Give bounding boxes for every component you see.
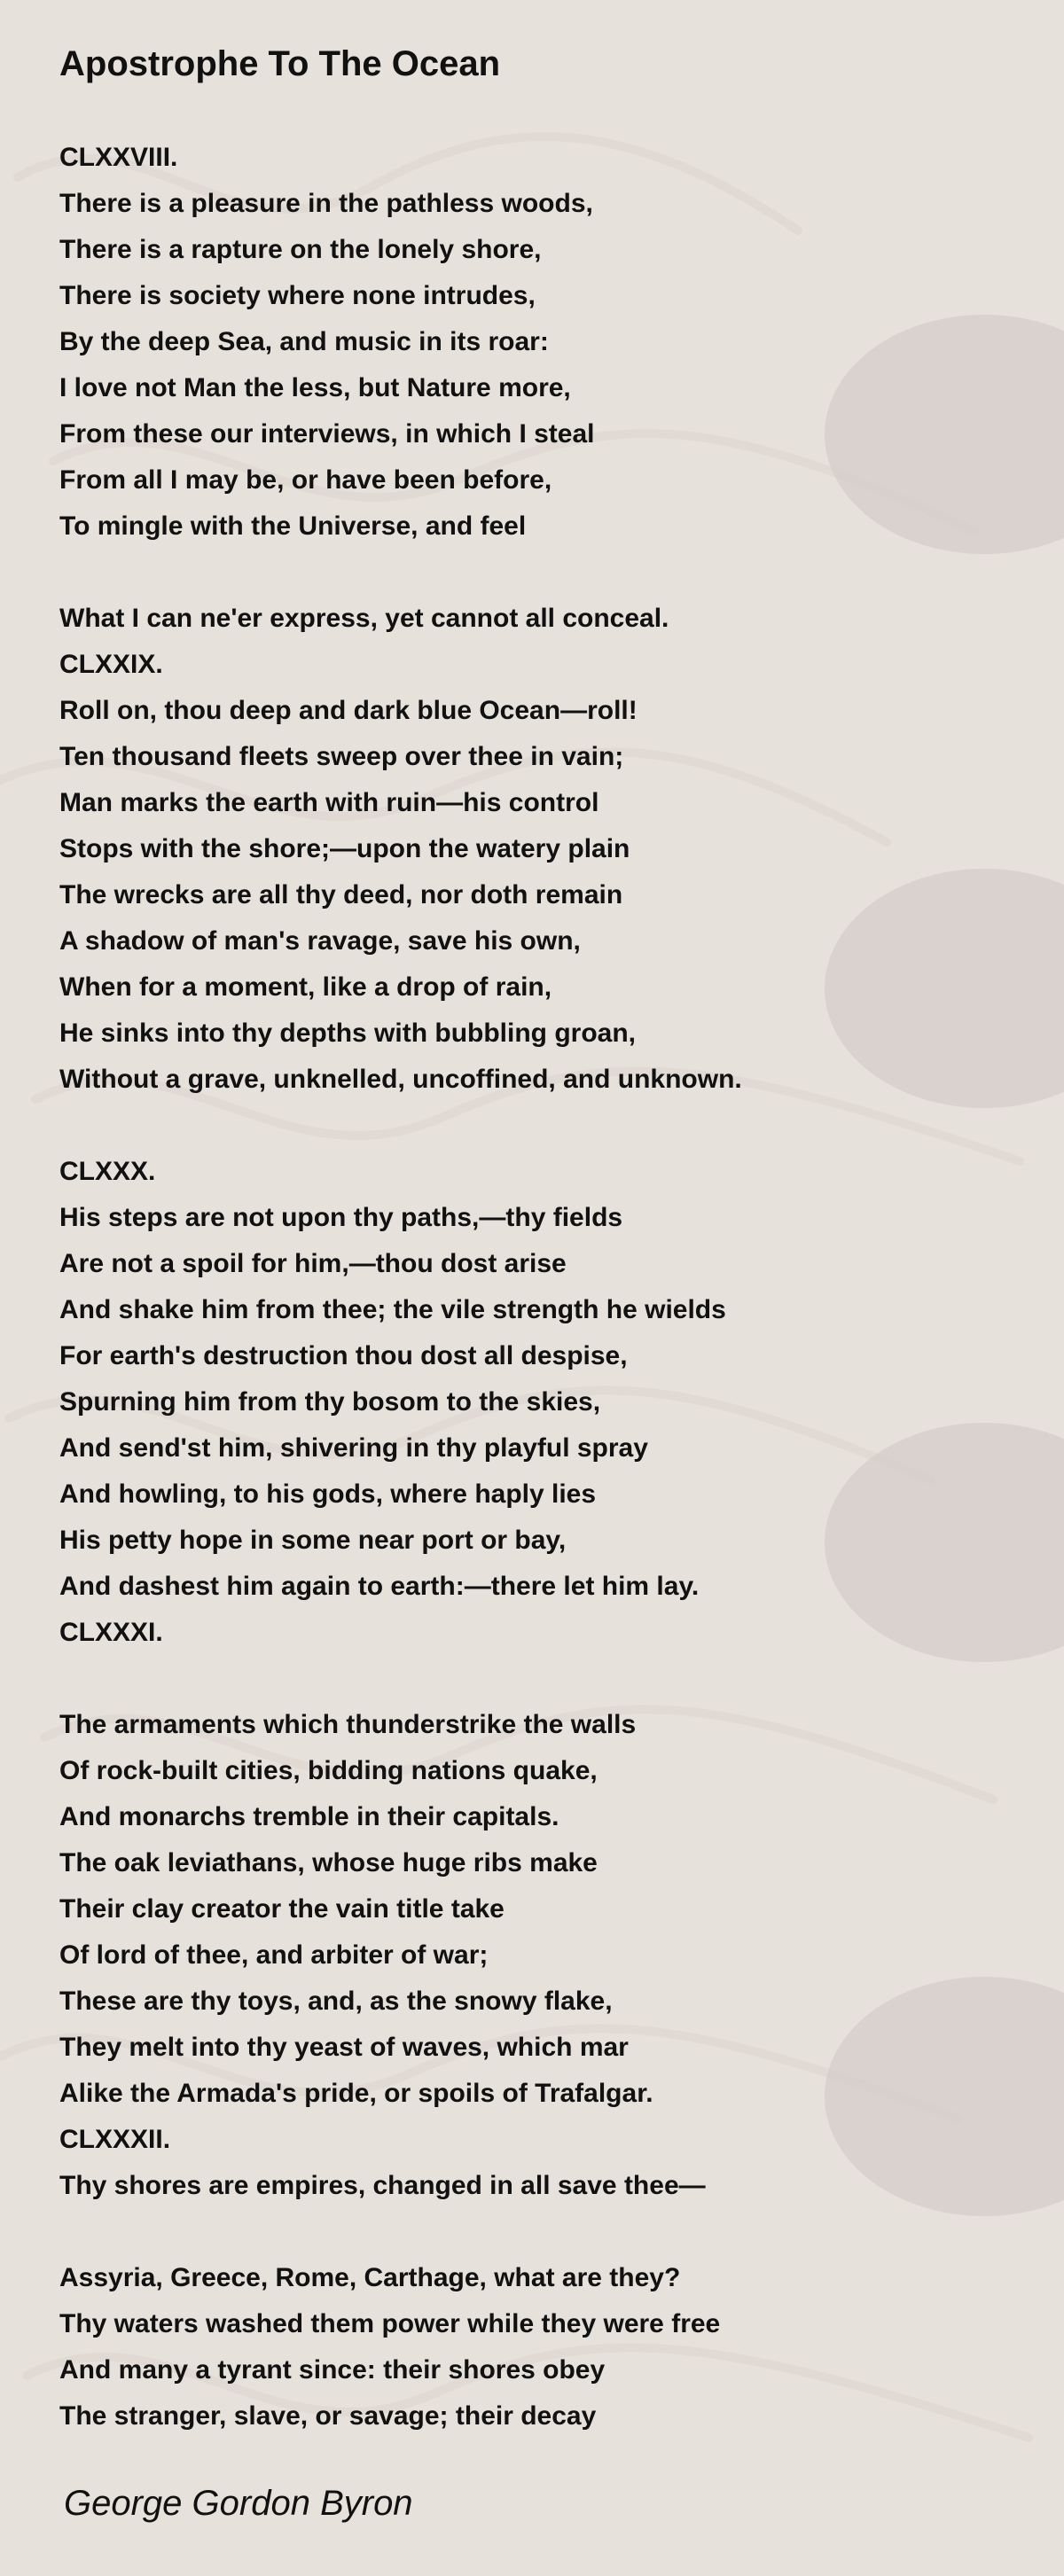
poem-line: A shadow of man's ravage, save his own, [59,926,581,956]
poem-line: Of rock-built cities, bidding nations quake, [59,1756,598,1785]
poem-line: For earth's destruction thou dost all despise, [59,1341,628,1370]
poem-line: There is a pleasure in the pathless woods, [59,189,593,218]
poem-line [59,1103,742,1149]
poem-line: Of lord of thee, and arbiter of war; [59,1940,489,1970]
poem-line: And send'st him, shivering in thy playful spray [59,1433,648,1463]
poem-line: Alike the Armada's pride, or spoils of Trafalgar. [59,2079,653,2108]
poem-line: What I can ne'er express, yet cannot all conceal. [59,604,669,633]
poem-line: CLXXVIII. [59,143,178,172]
poem-line: His steps are not upon thy paths,—thy fields [59,1203,623,1232]
poem-line: Without a grave, unknelled, uncoffined, and unknown. [59,1065,742,1094]
poem-line: From these our interviews, in which I steal [59,419,595,449]
poem-line: And howling, to his gods, where haply lies [59,1479,597,1509]
poem-line: And dashest him again to earth:—there let him lay. [59,1572,700,1601]
poem-line: Are not a spoil for him,—thou dost arise [59,1249,567,1278]
poem-line: These are thy toys, and, as the snowy flake, [59,1987,613,2016]
poem-line: Stops with the shore;—upon the watery plain [59,834,630,863]
poem-line: And shake him from thee; the vile strength he wields [59,1295,726,1324]
poem-line: By the deep Sea, and music in its roar: [59,327,549,356]
poem-line: I love not Man the less, but Nature more, [59,373,571,402]
poem-line: Their clay creator the vain title take [59,1894,505,1924]
poem-line: Ten thousand fleets sweep over thee in vain; [59,742,624,771]
poem-line: CLXXXII. [59,2125,171,2154]
poem-line: There is a rapture on the lonely shore, [59,235,542,264]
poem-line [59,1656,742,1702]
poem-line: Assyria, Greece, Rome, Carthage, what are they? [59,2263,681,2292]
poem-line: Man marks the earth with ruin—his control [59,788,599,817]
poem-line: His petty hope in some near port or bay, [59,1526,567,1555]
poem-line: The oak leviathans, whose huge ribs make [59,1848,598,1877]
poem-title: Apostrophe To The Ocean [59,44,501,83]
poem-body [59,135,742,2439]
poem-line: He sinks into thy depths with bubbling groan, [59,1019,636,1048]
poem-line: The armaments which thunderstrike the walls [59,1710,637,1739]
poem-line [59,550,742,596]
poem-line: Thy shores are empires, changed in all save thee— [59,2171,706,2200]
poem-author: George Gordon Byron [64,2484,413,2523]
poem-line: When for a moment, like a drop of rain, [59,972,552,1002]
poem-line: To mingle with the Universe, and feel [59,511,527,541]
poem-line: They melt into thy yeast of waves, which mar [59,2033,629,2062]
poem-line: There is society where none intrudes, [59,281,536,310]
poem-line [59,2209,742,2255]
poem-line: And many a tyrant since: their shores obey [59,2355,606,2385]
poem-line: The wrecks are all thy deed, nor doth remain [59,880,623,909]
poem-line: CLXXIX. [59,650,163,679]
poem-line: From all I may be, or have been before, [59,465,552,495]
poem-line: The stranger, slave, or savage; their decay [59,2401,597,2431]
poem-line: CLXXX. [59,1157,156,1186]
poem-line: Roll on, thou deep and dark blue Ocean—roll! [59,696,638,725]
poem-line: Spurning him from thy bosom to the skies, [59,1387,601,1417]
poem-line: And monarchs tremble in their capitals. [59,1802,559,1831]
poem-line: Thy waters washed them power while they were free [59,2309,721,2338]
poem-line: CLXXXI. [59,1618,163,1647]
